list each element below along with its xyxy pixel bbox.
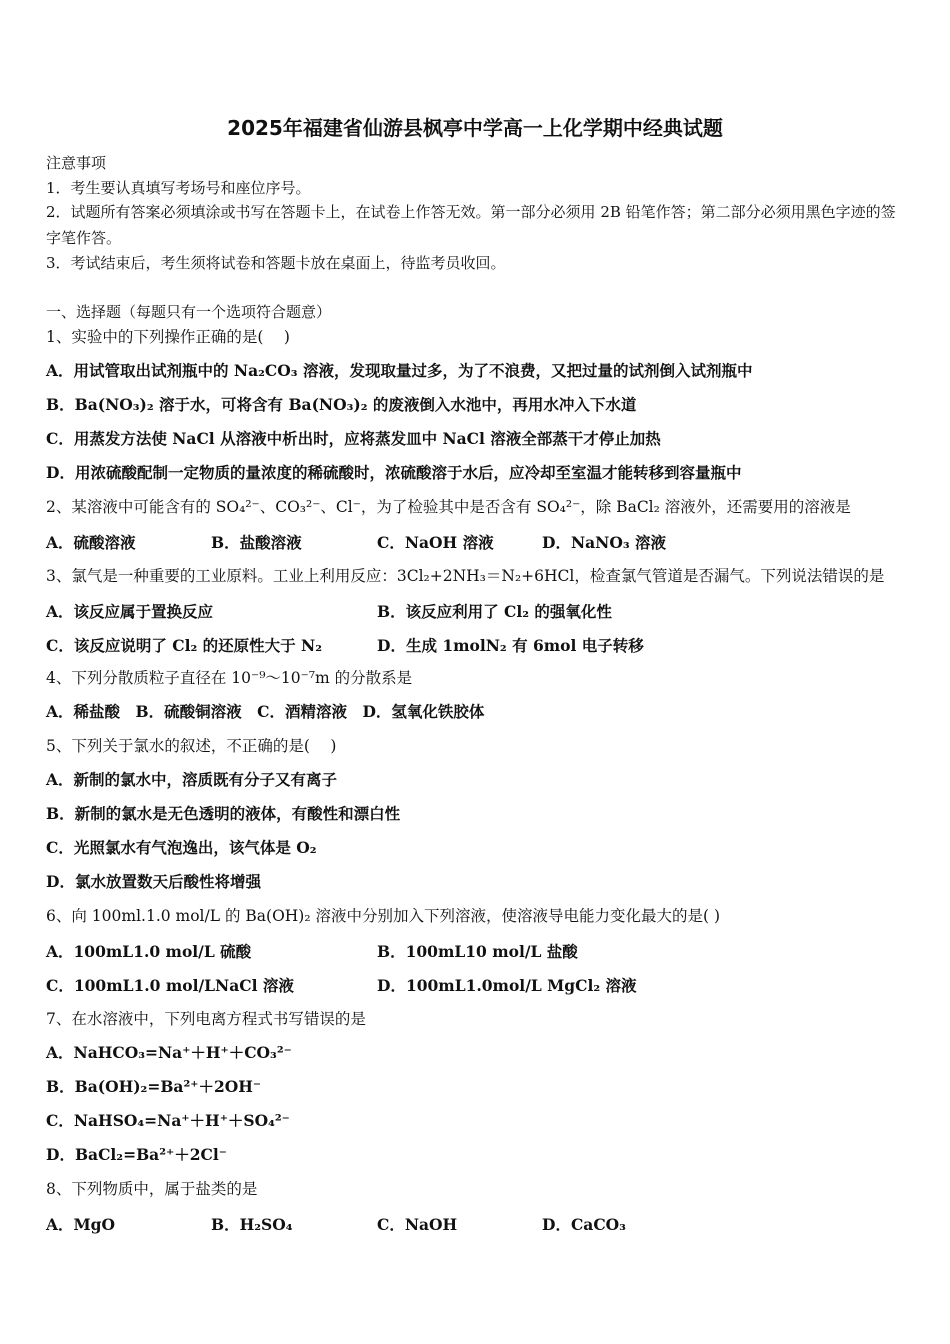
question-stem: 1、实验中的下列操作正确的是( ) [46,328,290,346]
options-row [46,940,908,962]
options-row [46,600,908,622]
option-c: C．光照氯水有气泡逸出，该气体是 O₂ [46,838,317,857]
option-a: A．该反应属于置换反应 [46,602,214,621]
notice-item: 1．考生要认真填写考场号和座位序号。 [46,179,311,197]
option-c: C．NaOH [377,1215,458,1234]
option-a: A．新制的氯水中，溶质既有分子又有离子 [46,770,338,789]
option-a: A．MgO [46,1215,116,1234]
question-stem: 8、下列物质中，属于盐类的是 [46,1180,258,1198]
options-row [46,974,908,996]
question-stem: 6、向 100ml.1.0 mol/L 的 Ba(OH)₂ 溶液中分别加入下列溶液，使溶液导电能力变化最大的是( ) [46,907,721,925]
options-row [46,1213,908,1235]
option-a: A．100mL1.0 mol/L 硫酸 [46,942,252,961]
option-b: B．Ba(NO₃)₂ 溶于水，可将含有 Ba(NO₃)₂ 的废液倒入水池中，再用水冲入下水道 [46,395,637,414]
notice-item: 3．考试结束后，考生须将试卷和答题卡放在桌面上，待监考员收回。 [46,254,506,272]
question-stem: 3、氯气是一种重要的工业原料。工业上利用反应：3Cl₂+2NH₃＝N₂+6HCl，检查氯气管道是否漏气。下列说法错误的是 [46,567,885,585]
option-b: B．新制的氯水是无色透明的液体，有酸性和漂白性 [46,804,401,823]
option-c: C．NaHSO₄=Na⁺＋H⁺＋SO₄²⁻ [46,1111,290,1130]
options-row [46,634,908,656]
option-c: C．用蒸发方法使 NaCl 从溶液中析出时，应将蒸发皿中 NaCl 溶液全部蒸干才停止加热 [46,429,661,448]
question-stem: 4、下列分散质粒子直径在 10⁻⁹～10⁻⁷m 的分散系是 [46,669,413,687]
question-stem: 5、下列关于氯水的叙述，不正确的是( ) [46,737,337,755]
options-row: A．稀盐酸 B．硫酸铜溶液 C．酒精溶液 D．氢氧化铁胶体 [46,702,485,721]
question-stem: 2、某溶液中可能含有的 SO₄²⁻、CO₃²⁻、Cl⁻，为了检验其中是否含有 SO₄²⁻，除 BaCl₂ 溶液外，还需要用的溶液是 [46,498,851,516]
option-d: D．100mL1.0mol/L MgCl₂ 溶液 [377,976,637,995]
notice-item: 2．试题所有答案必须填涂或书写在答题卡上，在试卷上作答无效。第一部分必须用 2B 铅笔作答；第二部分必须用黑色字迹的签字笔作答。 [46,203,896,247]
option-d: D．BaCl₂=Ba²⁺＋2Cl⁻ [46,1145,227,1164]
option-d: D．用浓硫酸配制一定物质的量浓度的稀硫酸时，浓硫酸溶于水后，应冷却至室温才能转移到容量瓶中 [46,463,742,482]
options-row [46,531,908,553]
option-b: B．Ba(OH)₂=Ba²⁺＋2OH⁻ [46,1077,262,1096]
option-d: D．CaCO₃ [542,1215,626,1234]
option-c: C．该反应说明了 Cl₂ 的还原性大于 N₂ [46,636,322,655]
section-heading: 一、选择题（每题只有一个选项符合题意） [46,303,332,321]
notice-heading: 注意事项 [46,154,107,172]
question-stem: 7、在水溶液中，下列电离方程式书写错误的是 [46,1010,366,1028]
option-d: D．生成 1molN₂ 有 6mol 电子转移 [377,636,644,655]
option-c: C．NaOH 溶液 [377,533,494,552]
option-b: B．盐酸溶液 [211,533,302,552]
option-c: C．100mL1.0 mol/LNaCl 溶液 [46,976,294,995]
option-a: A．用试管取出试剂瓶中的 Na₂CO₃ 溶液，发现取量过多，为了不浪费，又把过量的试剂倒入试剂瓶中 [46,361,753,380]
option-a: A．硫酸溶液 [46,533,136,552]
option-b: B．100mL10 mol/L 盐酸 [377,942,578,961]
option-b: B．该反应利用了 Cl₂ 的强氧化性 [377,602,612,621]
option-b: B．H₂SO₄ [211,1215,293,1234]
page-title: 2025年福建省仙游县枫亭中学高一上化学期中经典试题 [227,116,723,140]
option-a: A．NaHCO₃=Na⁺＋H⁺＋CO₃²⁻ [46,1043,292,1062]
option-d: D．氯水放置数天后酸性将增强 [46,872,261,891]
option-d: D．NaNO₃ 溶液 [542,533,667,552]
